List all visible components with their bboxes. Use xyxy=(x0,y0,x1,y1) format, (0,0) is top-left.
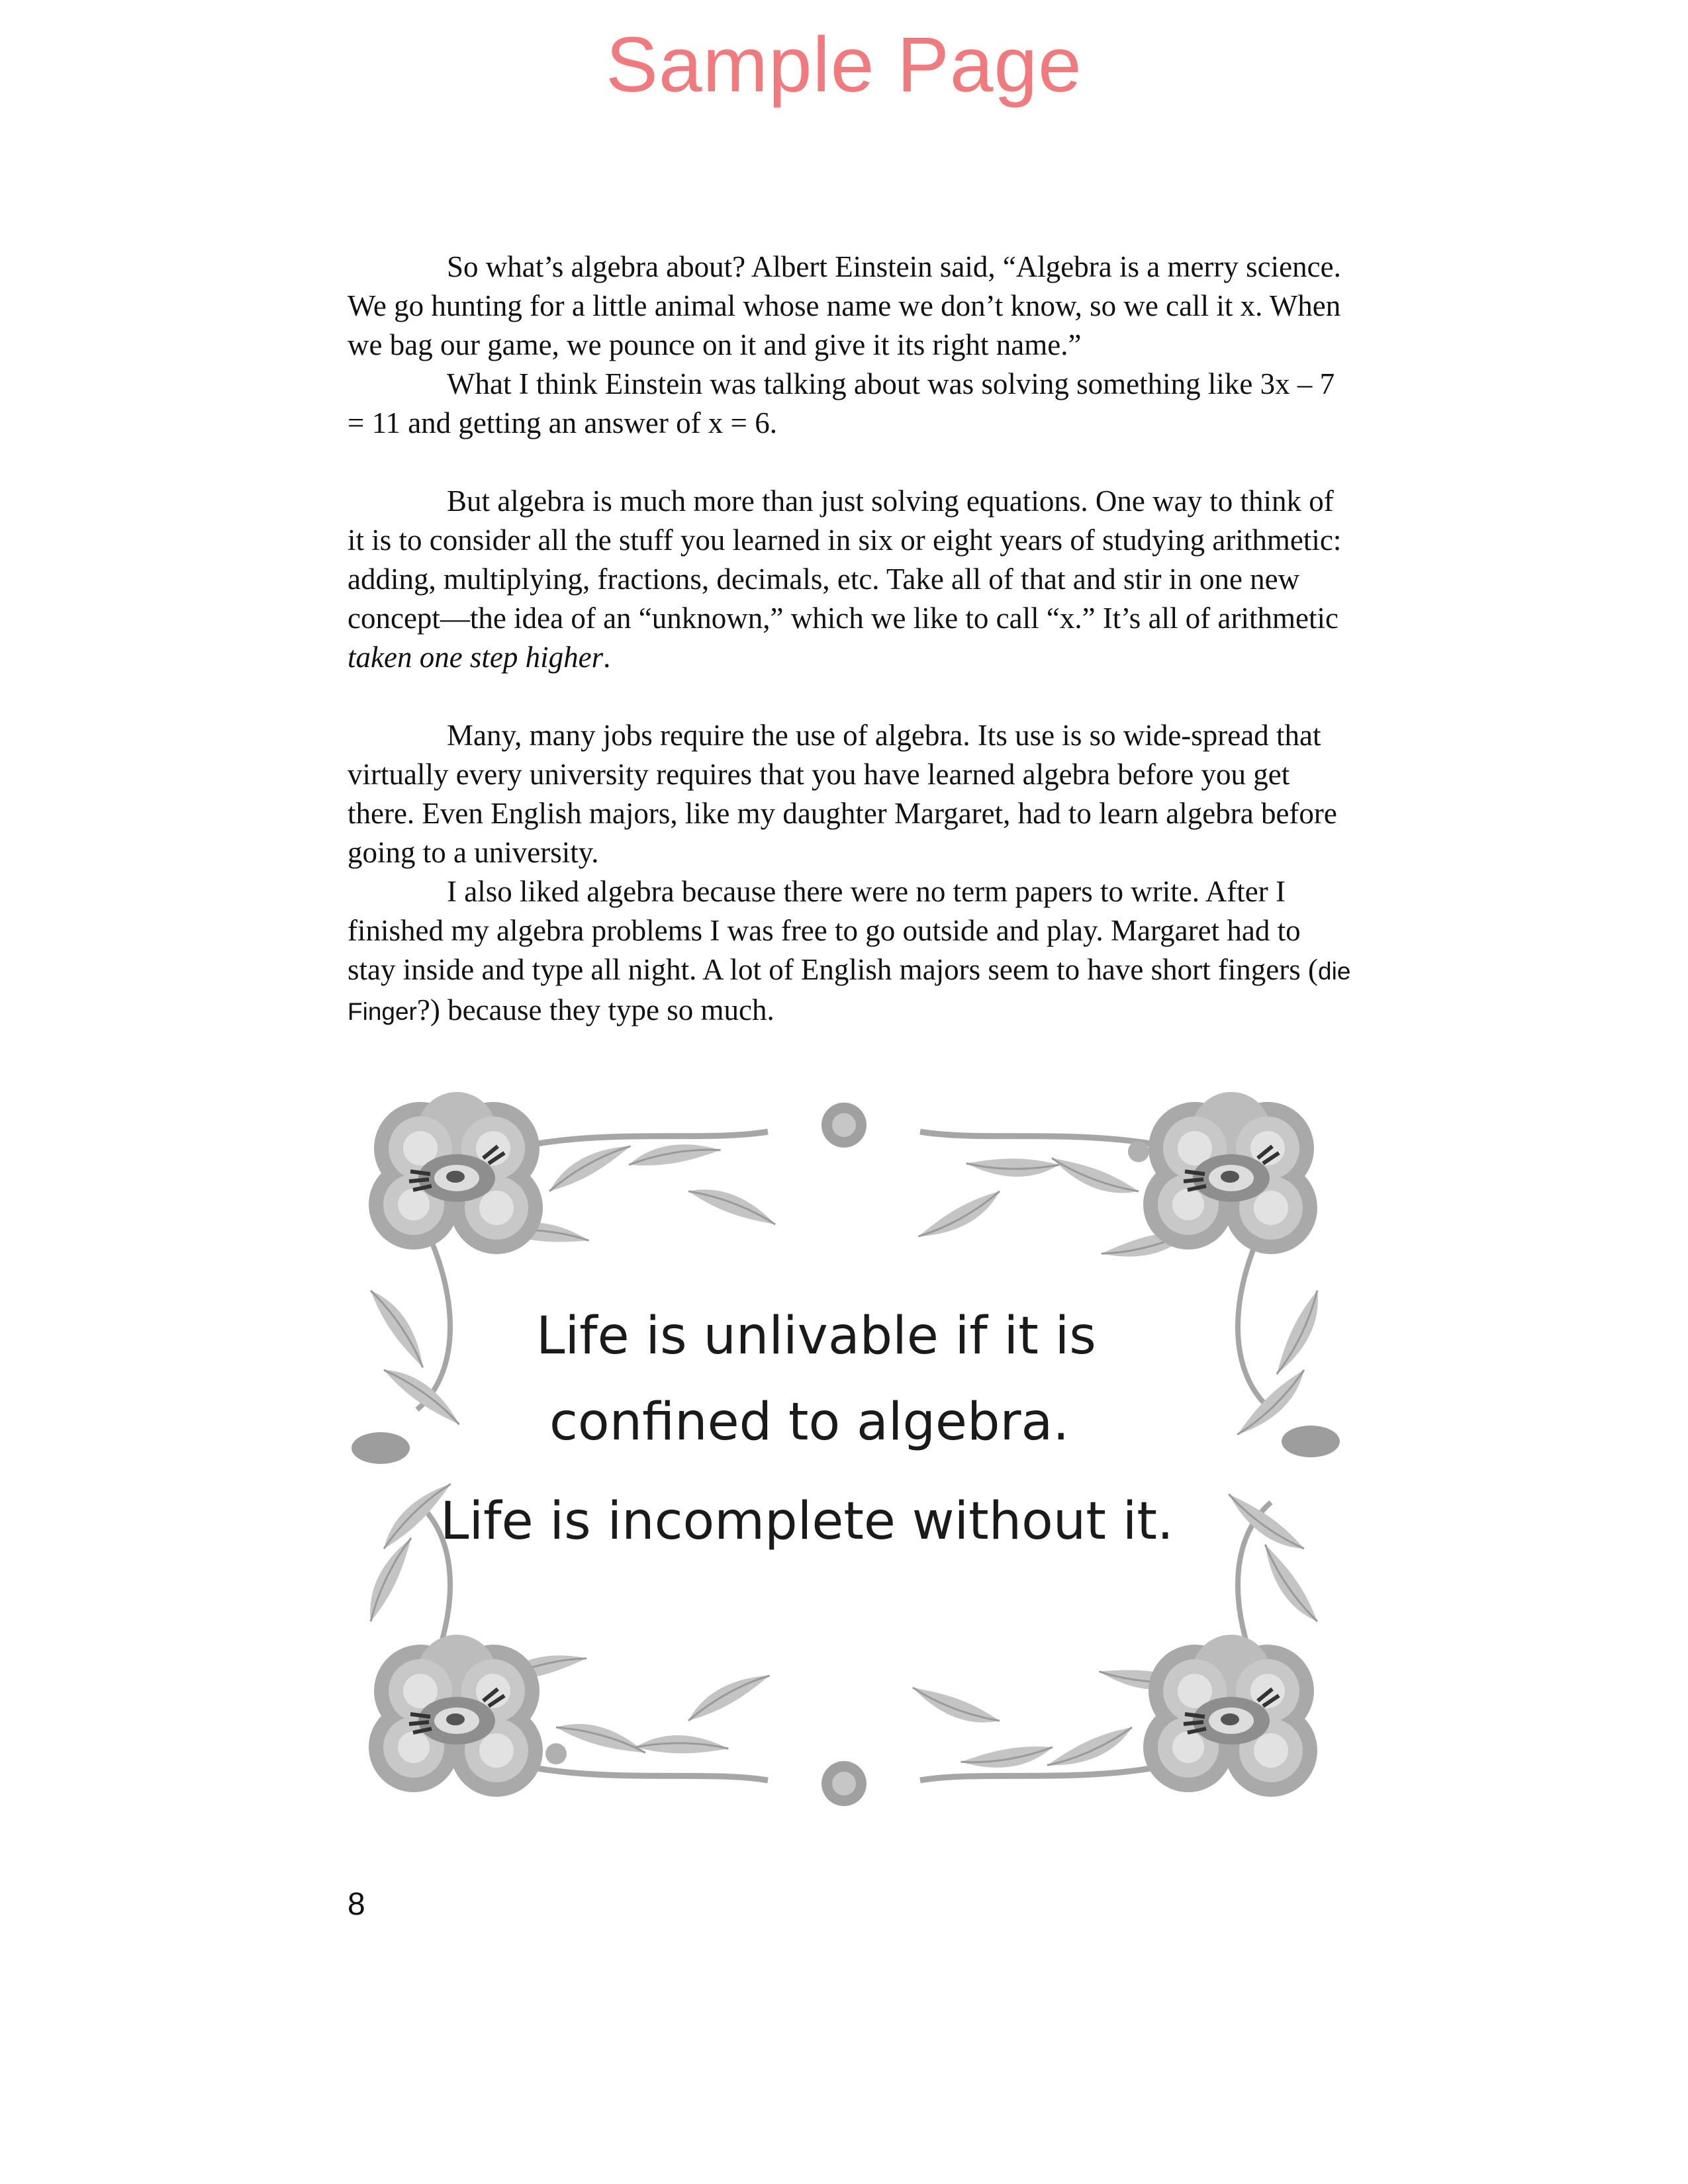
paragraph-text-end: . xyxy=(603,641,611,674)
paragraph-term-papers xyxy=(348,872,1354,1031)
paragraph-solving-equation: What I think Einstein was talking about was solving something like 3x – 7 = 11 and getting an answer of x = 6. xyxy=(348,367,1335,439)
page-number: 8 xyxy=(348,1887,365,1922)
paragraph-text-end: ?) because they type so much. xyxy=(416,993,774,1026)
paragraph-text: I also liked algebra because there were no term papers to write. After I finished my algebra problems I was free to go outside and play. Margaret had to stay inside and type all night. A lot of English majors seem to have short fingers ( xyxy=(348,875,1319,986)
paragraph-einstein-quote: So what’s algebra about? Albert Einstein said, “Algebra is a merry science. We go hunting for a little animal whose name we don’t know, so we call it x. When we bag our game, we pounce on it and give it its right name.” xyxy=(348,250,1341,361)
paragraph-jobs: Many, many jobs require the use of algebra. Its use is so wide-spread that virtually every university requires that you have learned algebra before you get there. Even English majors, like my daughter Margaret, had to learn algebra before going to a university. xyxy=(348,719,1337,869)
quote-line-1: Life is unlivable if it is xyxy=(536,1306,1096,1366)
body-text xyxy=(348,248,1354,1031)
paragraph-arithmetic-higher xyxy=(348,482,1354,677)
quote-line-2: confined to algebra. xyxy=(549,1392,1070,1452)
quote-line-3: Life is incomplete without it. xyxy=(440,1492,1174,1551)
german-phrase: die Finger xyxy=(348,958,1351,1025)
sample-page-watermark: Sample Page xyxy=(606,21,1082,109)
emphasis-text: taken one step higher xyxy=(348,641,604,674)
paragraph-text: But algebra is much more than just solving equations. One way to think of it is to consider all the stuff you learned in six or eight years of studying arithmetic: adding, multiplying, fractions, decimals, etc. Take all of that and stir in one new concept—the idea of an “unknown,” which we like to call “x.” It’s all of arithmetic xyxy=(348,484,1342,635)
floral-frame-illustration xyxy=(344,1092,1344,1820)
